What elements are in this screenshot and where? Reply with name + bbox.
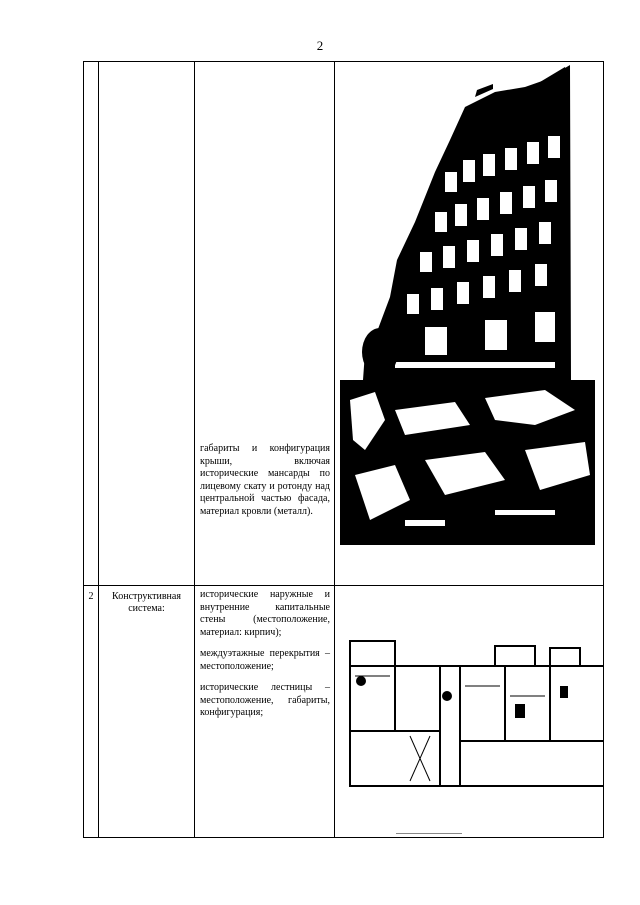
description-paragraph: исторические наружные и внутренние капитальные стены (местоположение, материал: кирпич);	[200, 589, 330, 638]
floor-plan	[335, 586, 603, 832]
facade-photo	[335, 62, 603, 380]
protection-subject-table	[83, 61, 604, 838]
plan-cell	[335, 586, 604, 838]
description-cell	[195, 586, 335, 838]
element-name-cell	[99, 62, 195, 586]
description-paragraph: габариты и конфигурация крыши, включая исторические мансарды по лицевому скату и ротонду над центральной частью фасада, материал кровли (металл).	[200, 443, 330, 517]
photo-cell	[335, 62, 604, 586]
table-row	[84, 62, 604, 586]
roof-detail-photo	[335, 380, 603, 565]
table-row	[84, 586, 604, 838]
row-number-cell: 2	[84, 586, 99, 838]
footer-divider	[396, 833, 462, 834]
row-number-cell	[84, 62, 99, 586]
element-name-cell: Конструктивная система:	[99, 586, 195, 838]
description-paragraph: междуэтажные перекрытия – местоположение;	[200, 648, 330, 672]
description-paragraph: исторические лестницы – местоположение, габариты, конфигурация;	[200, 682, 330, 718]
page-number: 2	[316, 38, 324, 53]
description-cell	[195, 62, 335, 586]
